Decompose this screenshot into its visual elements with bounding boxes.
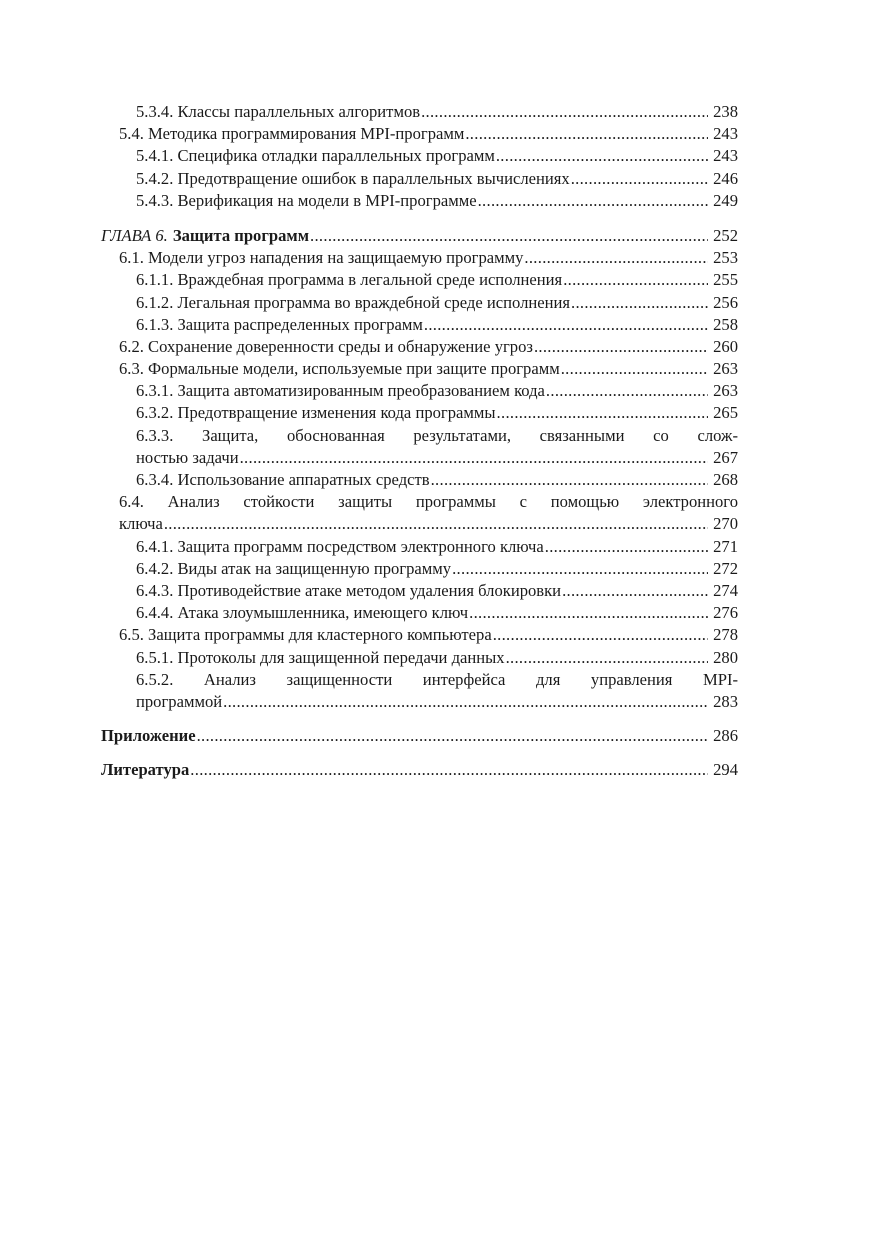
toc-entry[interactable] bbox=[101, 247, 738, 269]
dot-leader bbox=[534, 336, 708, 358]
toc-page-number: 253 bbox=[713, 248, 738, 268]
toc-entry-title: 6.2. Сохранение доверенности среды и обнаружение угроз bbox=[119, 336, 533, 356]
toc-page-number: 268 bbox=[713, 470, 738, 489]
toc-entry-wrapped[interactable] bbox=[101, 425, 738, 469]
toc-entry-title: ностью задачи bbox=[136, 447, 239, 467]
toc-references-entry[interactable] bbox=[101, 759, 738, 781]
toc-page-number: 263 bbox=[713, 359, 738, 379]
toc-entry[interactable] bbox=[101, 190, 738, 212]
toc-entry-title: 6.3.4. Использование аппаратных средств bbox=[136, 470, 430, 489]
toc-page-number: 283 bbox=[713, 691, 738, 711]
dot-leader bbox=[421, 101, 708, 123]
toc-entry[interactable] bbox=[101, 168, 738, 190]
toc-page-number: 265 bbox=[713, 403, 738, 423]
dot-leader bbox=[424, 314, 708, 336]
table-of-contents bbox=[101, 101, 738, 781]
toc-entry[interactable] bbox=[101, 101, 738, 123]
toc-entry-title: 6.4.4. Атака злоумышленника, имеющего ключ bbox=[136, 603, 469, 623]
toc-page-number: 294 bbox=[713, 760, 738, 780]
toc-entry-title: 6.3.1. Защита автоматизированным преобразованием кода bbox=[136, 381, 545, 401]
dot-leader bbox=[452, 558, 708, 580]
toc-entry-title: 6.1.2. Легальная программа во враждебной среде исполнения bbox=[136, 292, 570, 312]
toc-page-number: 238 bbox=[713, 102, 738, 121]
dot-leader bbox=[563, 269, 708, 291]
chapter-prefix: ГЛАВА 6. bbox=[101, 225, 168, 245]
toc-entry-title: 6.1.1. Враждебная программа в легальной среде исполнения bbox=[136, 270, 563, 290]
toc-page-number: 243 bbox=[713, 124, 738, 144]
toc-page-number: 271 bbox=[713, 536, 738, 556]
toc-page-number: 252 bbox=[713, 225, 738, 245]
toc-page-number: 258 bbox=[713, 314, 738, 334]
toc-page-number: 276 bbox=[713, 603, 738, 623]
toc-entry-title: 5.3.4. Классы параллельных алгоритмов bbox=[136, 102, 421, 121]
toc-entry[interactable] bbox=[101, 536, 738, 558]
dot-leader bbox=[561, 358, 708, 380]
dot-leader bbox=[496, 145, 708, 167]
toc-page-number: 274 bbox=[713, 580, 738, 600]
toc-entry[interactable] bbox=[101, 624, 738, 646]
toc-entry-title: 6.5.1. Протоколы для защищенной передачи данных bbox=[136, 647, 505, 667]
toc-entry-title: 6.3.2. Предотвращение изменения кода программы bbox=[136, 403, 496, 423]
toc-entry-title: 6.1. Модели угроз нападения на защищаемую программу bbox=[119, 248, 524, 268]
toc-entry-title: программой bbox=[136, 691, 223, 711]
toc-entry-title: 6.4.3. Противодействие атаке методом удаления блокировки bbox=[136, 580, 562, 600]
dot-leader bbox=[240, 447, 708, 469]
dot-leader bbox=[469, 602, 708, 624]
toc-page-number: 243 bbox=[713, 146, 738, 166]
toc-page-number: 260 bbox=[713, 336, 738, 356]
toc-entry-title: 6.5. Защита программы для кластерного компьютера bbox=[119, 625, 492, 645]
toc-entry[interactable] bbox=[101, 123, 738, 145]
dot-leader bbox=[562, 580, 708, 602]
dot-leader bbox=[310, 225, 708, 247]
toc-page-number: 267 bbox=[713, 447, 738, 467]
toc-entry-title: Приложение bbox=[101, 726, 196, 746]
toc-entry-title: 6.3. Формальные модели, используемые при защите программ bbox=[119, 359, 560, 379]
toc-page-number: 249 bbox=[713, 190, 738, 210]
toc-page-number: 280 bbox=[713, 647, 738, 667]
toc-entry[interactable] bbox=[101, 469, 738, 491]
toc-page-number: 278 bbox=[713, 625, 738, 645]
toc-entry-title: 5.4. Методика программирования MPI-программ bbox=[119, 124, 465, 144]
toc-entry-title: 6.4.2. Виды атак на защищенную программу bbox=[136, 558, 452, 578]
toc-page-number: 255 bbox=[713, 270, 738, 290]
toc-entry[interactable] bbox=[101, 358, 738, 380]
toc-entry-title: 5.4.3. Верификация на модели в MPI-программе bbox=[136, 190, 477, 210]
dot-leader bbox=[190, 759, 708, 781]
dot-leader bbox=[545, 536, 708, 558]
toc-entry-title: Литература bbox=[101, 760, 190, 780]
dot-leader bbox=[571, 168, 708, 190]
toc-entry-title: 6.1.3. Защита распределенных программ bbox=[136, 314, 423, 334]
toc-entry[interactable] bbox=[101, 402, 738, 424]
toc-entry[interactable] bbox=[101, 558, 738, 580]
toc-entry-title: 5.4.1. Специфика отладки параллельных программ bbox=[136, 146, 495, 166]
dot-leader bbox=[571, 292, 708, 314]
toc-entry-title: 5.4.2. Предотвращение ошибок в параллельных вычислениях bbox=[136, 168, 570, 188]
toc-entry[interactable] bbox=[101, 580, 738, 602]
dot-leader bbox=[431, 469, 708, 491]
dot-leader bbox=[478, 190, 708, 212]
toc-entry[interactable] bbox=[101, 336, 738, 358]
toc-entry[interactable] bbox=[101, 380, 738, 402]
toc-page-number: 263 bbox=[713, 381, 738, 401]
dot-leader bbox=[164, 513, 708, 535]
toc-entry[interactable] bbox=[101, 314, 738, 336]
toc-page-number: 272 bbox=[713, 558, 738, 578]
toc-page-number: 246 bbox=[713, 168, 738, 188]
toc-entry[interactable] bbox=[101, 269, 738, 291]
toc-page-number: 270 bbox=[713, 514, 738, 534]
toc-entry-title: Защита программ bbox=[172, 225, 310, 245]
toc-entry[interactable] bbox=[101, 145, 738, 167]
toc-entry-first-line: 6.3.3. Защита, обоснованная результатами, связанными со слож- bbox=[136, 425, 738, 445]
toc-chapter-entry[interactable] bbox=[101, 225, 738, 247]
dot-leader bbox=[497, 402, 708, 424]
dot-leader bbox=[197, 725, 708, 747]
toc-appendix-entry[interactable] bbox=[101, 725, 738, 747]
toc-page-number: 256 bbox=[713, 292, 738, 312]
toc-page-number: 286 bbox=[713, 726, 738, 746]
toc-entry[interactable] bbox=[101, 647, 738, 669]
toc-entry-wrapped[interactable] bbox=[101, 491, 738, 535]
dot-leader bbox=[465, 123, 708, 145]
dot-leader bbox=[524, 247, 708, 269]
toc-entry-wrapped[interactable] bbox=[101, 669, 738, 713]
toc-entry[interactable] bbox=[101, 292, 738, 314]
toc-entry-title: 6.4.1. Защита программ посредством электронного ключа bbox=[136, 536, 544, 556]
toc-entry-first-line: 6.5.2. Анализ защищенности интерфейса для управления MPI- bbox=[136, 669, 738, 689]
toc-entry[interactable] bbox=[101, 602, 738, 624]
dot-leader bbox=[546, 380, 708, 402]
dot-leader bbox=[223, 691, 708, 713]
toc-entry-title: ключа bbox=[119, 514, 163, 534]
toc-entry-first-line: 6.4. Анализ стойкости защиты программы с помощью электронного bbox=[119, 492, 738, 512]
dot-leader bbox=[493, 624, 708, 646]
dot-leader bbox=[506, 647, 708, 669]
